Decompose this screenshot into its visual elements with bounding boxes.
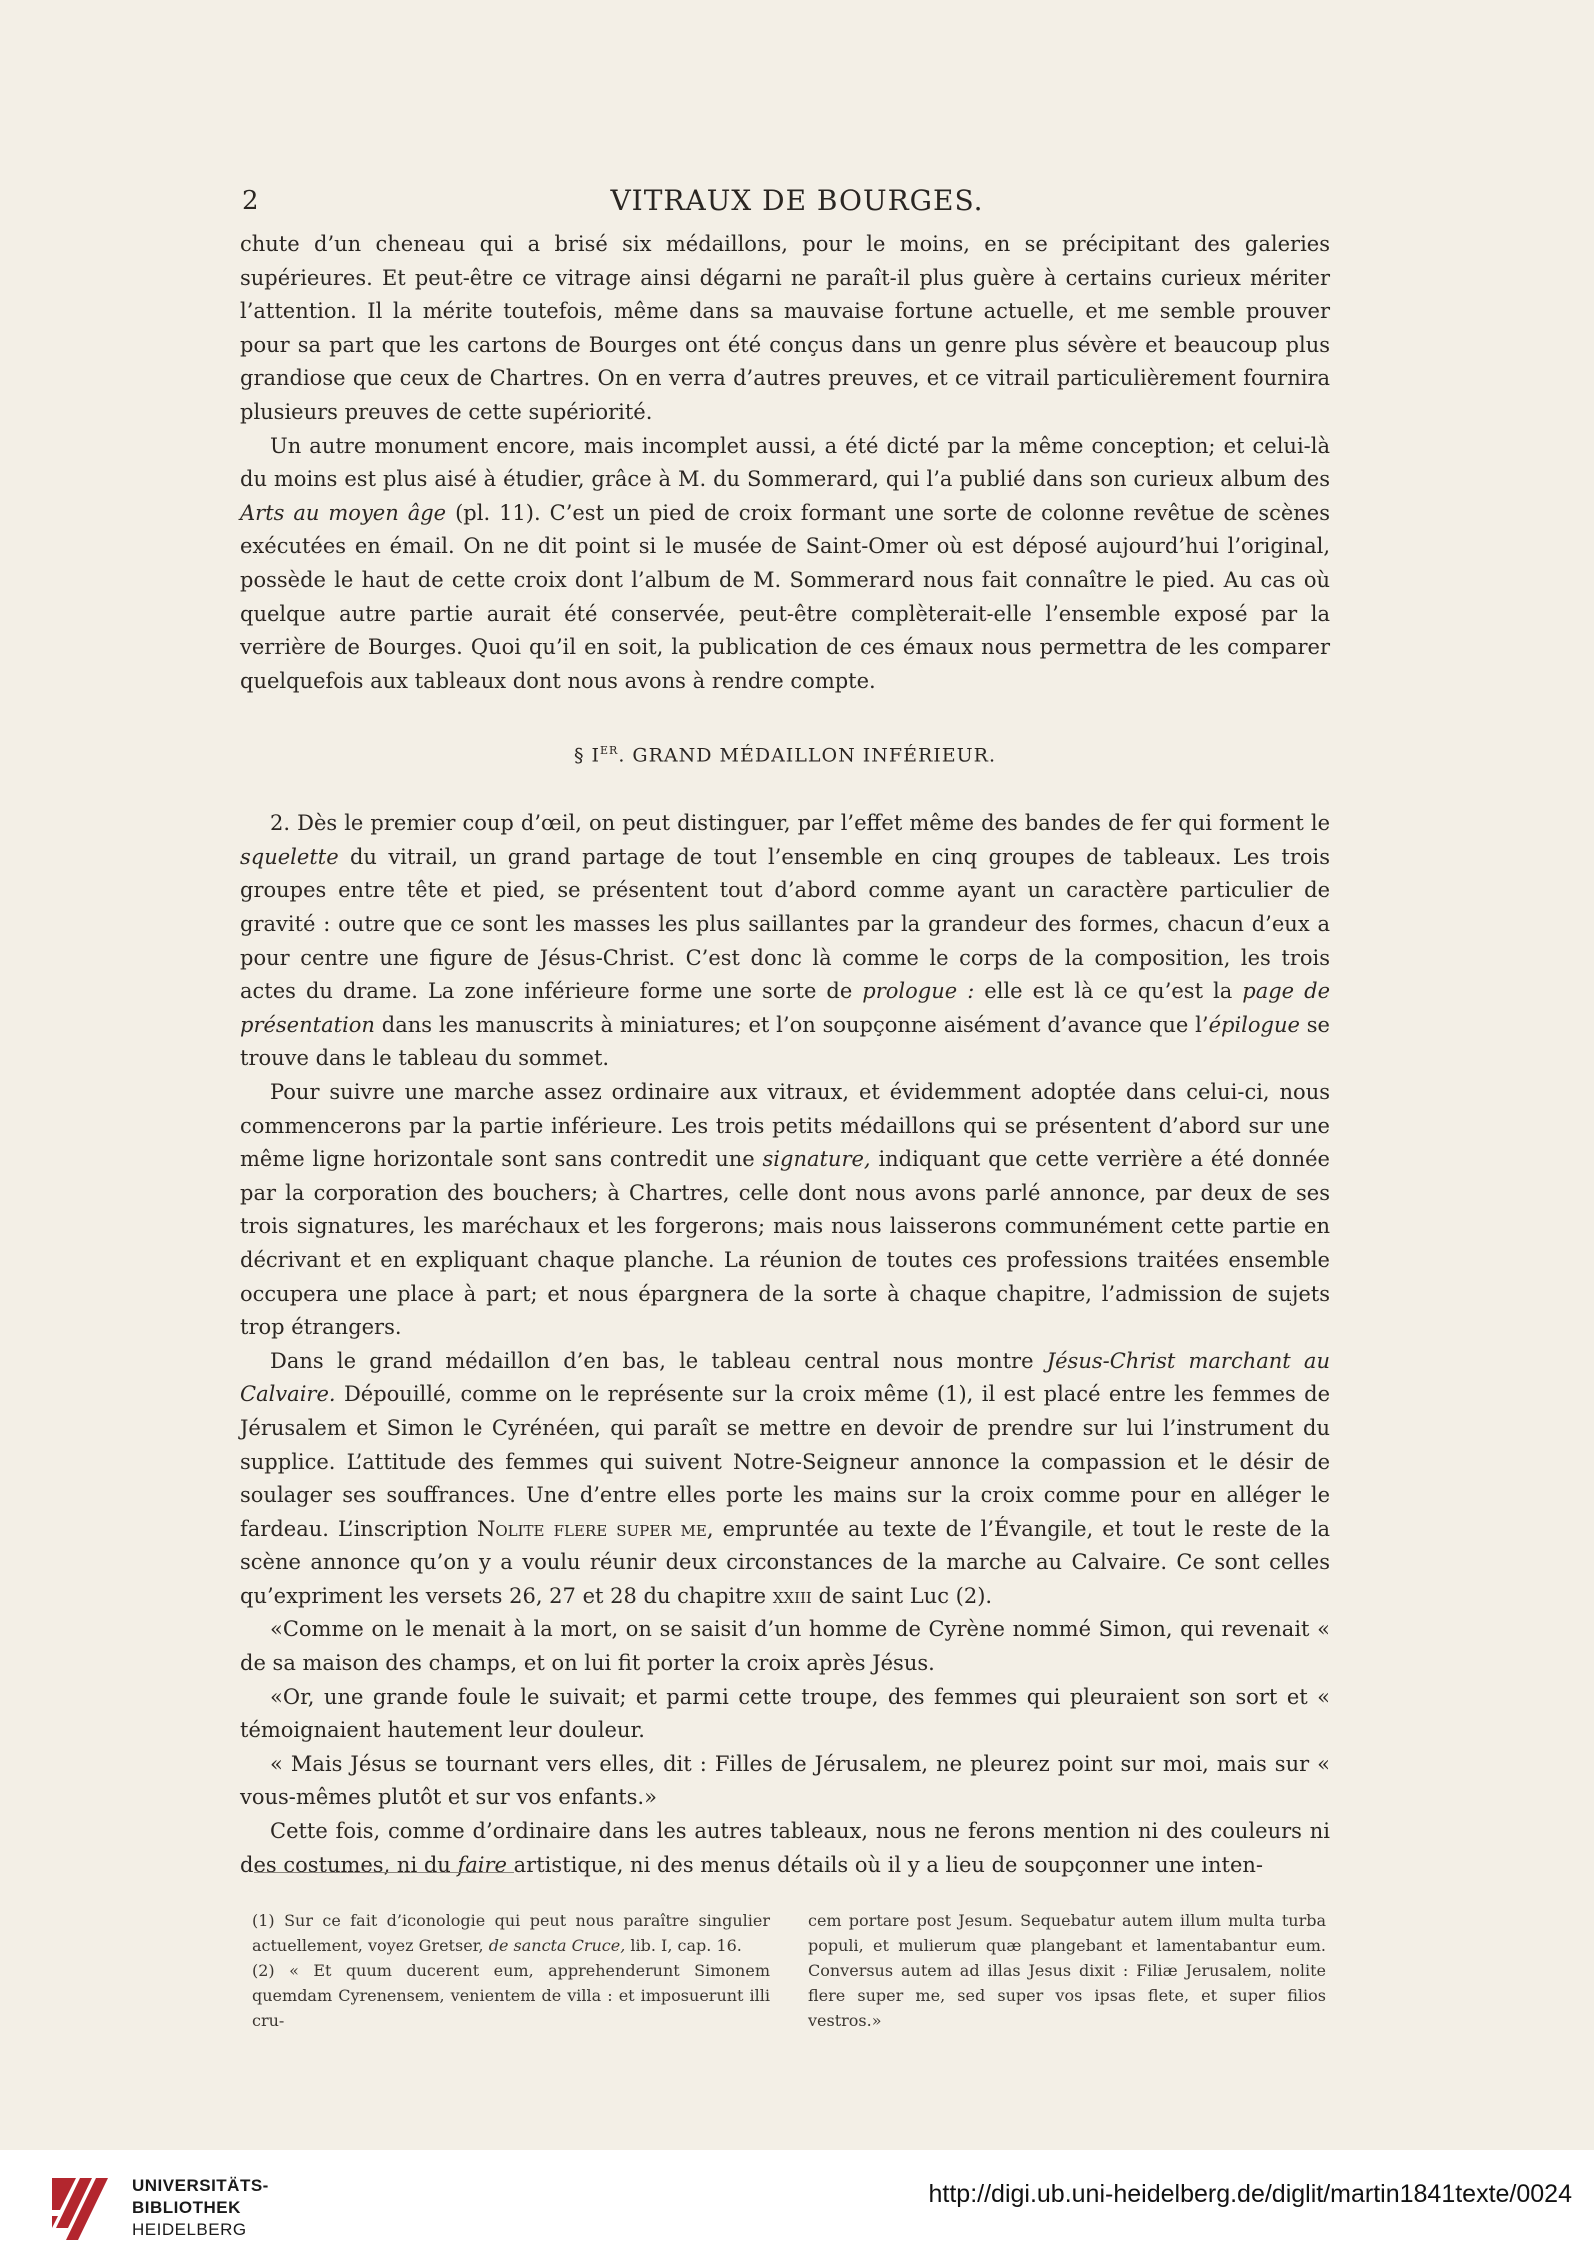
footnote-column-right — [808, 1908, 1326, 2033]
permalink-url[interactable]: http://digi.ub.uni-heidelberg.de/diglit/martin1841texte/0024 — [928, 2180, 1572, 2208]
footnote-1: (1) Sur ce fait d’iconologie qui peut nous paraître singulier actuellement, voyez Gretser, de sancta Cruce, lib. I, cap. 16. — [252, 1911, 770, 1955]
running-head: VITRAUX DE BOURGES. — [610, 184, 984, 217]
page-number: 2 — [242, 186, 259, 216]
quote-paragraph: «Or, une grande foule le suivait; et parmi cette troupe, des femmes qui pleuraient son sort et « témoignaient hautement leur douleur. — [240, 1684, 1330, 1743]
paragraph: 2. Dès le premier coup d’œil, on peut distinguer, par l’effet même des bandes de fer qui forment le squelette du vitrail, un grand partage de tout l’ensemble en cinq groupes de tableaux. Les trois groupes entre tête et pied, se présentent tout d’abord comme ayant un caractère particulier de gravité : outre que ce sont les masses les plus saillantes par la grandeur des formes, chacun d’eux a pour centre une figure de Jésus-Christ. C’est donc là comme le corps de la composition, les trois actes du drame. La zone inférieure forme une sorte de prologue : elle est là ce qu’est la page de présentation dans les manuscrits à miniatures; et l’on soupçonne aisément d’avance que l’épilogue se trouve dans le tableau du sommet. — [240, 811, 1331, 1071]
quote-paragraph: «Comme on le menait à la mort, on se saisit d’un homme de Cyrène nommé Simon, qui revenait « de sa maison des champs, et on lui fit porter la croix après Jésus. — [240, 1617, 1330, 1676]
footnote-rule — [254, 1872, 514, 1873]
footnotes — [252, 1908, 1326, 2033]
footnote-2: (2) « Et quum ducerent eum, apprehenderunt Simonem quemdam Cyrenensem, venientem de villa : et imposuerunt illi cru- — [252, 1961, 770, 2030]
logo-text-line-1: UNIVERSITÄTS- — [132, 2176, 269, 2195]
paragraph: Un autre monument encore, mais incomplet aussi, a été dicté par la même conception; et celui-là du moins est plus aisé à étudier, grâce à M. du Sommerard, qui l’a publié dans son curieux album des Arts au moyen âge (pl. 11). C’est un pied de croix formant une sorte de colonne revêtue de scènes exécutées en émail. On ne dit point si le musée de Saint-Omer où est déposé aujourd’hui l’original, possède le haut de cette croix dont l’album de M. Sommerard nous fait connaître le pied. Au cas où quelque autre partie aurait été conservée, peut-être complèterait-elle l’ensemble exposé par la verrière de Bourges. Quoi qu’il en soit, la publication de ces émaux nous permettra de les comparer quelquefois aux tableaux dont nous avons à rendre compte. — [240, 433, 1330, 693]
paragraph: chute d’un cheneau qui a brisé six médaillons, pour le moins, en se précipitant des galeries supérieures. Et peut-être ce vitrage ainsi dégarni ne paraît-il plus guère à certains curieux mériter l’attention. Il la mérite toutefois, même dans sa mauvaise fortune actuelle, et me semble prouver pour sa part que les cartons de Bourges ont été conçus dans un genre plus sévère et beaucoup plus grandiose que ceux de Chartres. On en verra d’autres preuves, et ce vitrail particulièrement fournira plusieurs preuves de cette supériorité. — [240, 232, 1330, 424]
body-text — [240, 228, 1330, 1882]
paragraph: Pour suivre une marche assez ordinaire aux vitraux, et évidemment adoptée dans celui-ci, nous commencerons par la partie inférieure. Les trois petits médaillons qui se présentent d’abord sur une même ligne horizontale sont sans contredit une signature, indiquant que cette verrière a été donnée par la corporation des bouchers; à Chartres, celle dont nous avons parlé annonce, par deux de ses trois signatures, les maréchaux et les forgerons; mais nous laisserons communément cette partie en décrivant et en expliquant chaque planche. La réunion de toutes ces professions traitées ensemble occupera une place à part; et nous épargnera de la sorte à chaque chapitre, l’admission de sujets trop étrangers. — [240, 1079, 1330, 1340]
university-library-logo-icon[interactable] — [46, 2170, 122, 2246]
quote-paragraph: « Mais Jésus se tournant vers elles, dit : Filles de Jérusalem, ne pleurez point sur moi, mais sur « vous-mêmes plutôt et sur vos enfants.» — [240, 1751, 1330, 1810]
paragraph: Cette fois, comme d’ordinaire dans les autres tableaux, nous ne ferons mention ni des couleurs ni des costumes, ni du faire artistique, ni des menus détails où il y a lieu de soupçonner une inten- — [240, 1819, 1330, 1877]
paragraph: Dans le grand médaillon d’en bas, le tableau central nous montre Jésus-Christ marchant au Calvaire. Dépouillé, comme on le représente sur la croix même (1), il est placé entre les femmes de Jérusalem et Simon le Cyrénéen, qui paraît se mettre en devoir de prendre sur lui l’instrument du supplice. L’attitude des femmes qui suivent Notre-Seigneur annonce la compassion et le désir de soulager ses souffrances. Une d’entre elles porte les mains sur la croix comme pour en alléger le fardeau. L’inscription Nolite flere super me, empruntée au texte de l’Évangile, et tout le reste de la scène annonce qu’on y a voulu réunir deux circonstances de la marche au Calvaire. Ce sont celles qu’expriment les versets 26, 27 et 28 du chapitre xxiii de saint Luc (2). — [240, 1348, 1330, 1608]
section-heading: § IER. GRAND MÉDAILLON INFÉRIEUR. — [573, 744, 997, 767]
logo-text-line-3: HEIDELBERG — [132, 2220, 247, 2239]
logo-text-line-2: BIBLIOTHEK — [132, 2198, 241, 2217]
footnote-2-continued: cem portare post Jesum. Sequebatur autem illum multa turba populi, et mulierum quæ plangebant et lamentabantur eum. Conversus autem ad illas Jesus dixit : Filiæ Jerusalem, nolite flere super me, sed super vos ipsas flete, et super filios vestros.» — [808, 1911, 1326, 2030]
footnote-column-left — [252, 1908, 770, 2033]
